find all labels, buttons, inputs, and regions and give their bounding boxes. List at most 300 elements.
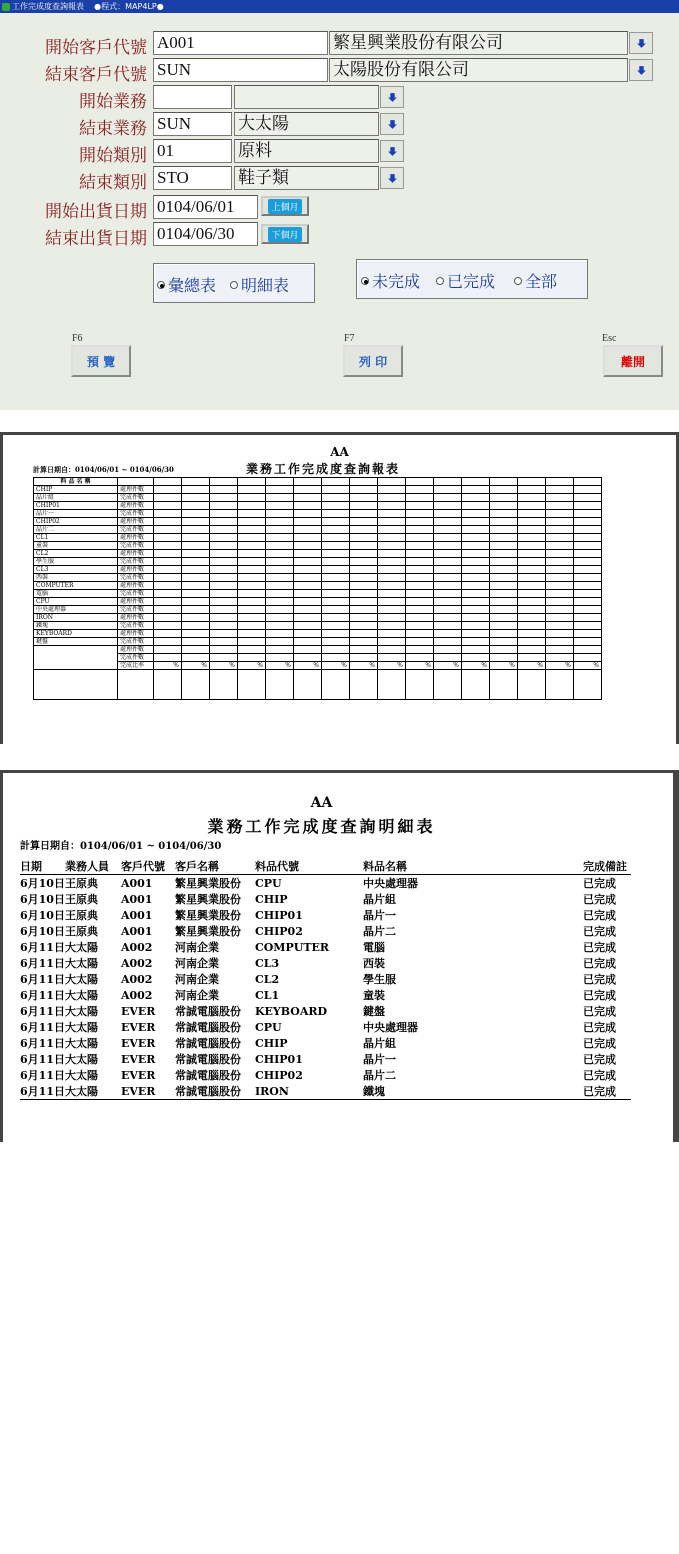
summary-cell [490,542,518,550]
summary-row-label: 完成件數 [118,526,154,534]
summary-percent-cell: % [574,662,602,670]
summary-cell [238,566,266,574]
summary-cell [378,646,406,654]
table-row [20,971,631,987]
summary-cell [238,550,266,558]
summary-cell [518,550,546,558]
detail-cell: A002 [120,988,153,1002]
summary-cell [518,630,546,638]
summary-row [34,566,602,574]
summary-cell [518,574,546,582]
summary-cell [518,646,546,654]
summary-cell [462,606,490,614]
summary-cell [266,630,294,638]
radio-detail[interactable] [230,273,289,296]
radio-completed[interactable] [436,269,495,292]
end-category-dropdown-button[interactable] [380,167,404,189]
summary-cell [182,654,210,662]
summary-cell [154,534,182,542]
summary-blank-header [118,478,154,486]
summary-cell [322,638,350,646]
detail-cell: 晶片組 [362,1037,396,1050]
summary-cell [350,534,378,542]
summary-cell [462,526,490,534]
summary-item-code: CL1 [34,534,118,542]
summary-cell [182,582,210,590]
summary-cell [462,646,490,654]
summary-cell [182,486,210,494]
summary-cell [154,590,182,598]
end-customer-label: 結束客戶代號 [45,65,147,85]
summary-total-label: 完成件數 [118,654,154,662]
summary-cell [546,542,574,550]
start-customer-code-input[interactable]: A001 [153,31,328,55]
summary-cell [266,606,294,614]
detail-cell: CPU [254,876,282,890]
summary-cell [266,542,294,550]
detail-cell: 已完成 [582,941,616,954]
summary-cell [210,502,238,510]
app-icon [2,3,10,11]
summary-cell [434,494,462,502]
detail-cell: 常誠電腦股份 [174,1021,241,1034]
detail-cell: EVER [120,1020,156,1034]
summary-cell [322,478,350,486]
start-customer-dropdown-button[interactable] [629,32,653,54]
end-category-code-input[interactable]: STO [153,166,232,190]
summary-cell [238,654,266,662]
summary-header-row [34,478,602,486]
summary-cell [434,646,462,654]
summary-cell [350,638,378,646]
summary-cell [266,574,294,582]
summary-cell [518,510,546,518]
summary-cell [350,614,378,622]
summary-cell [406,558,434,566]
summary-row-label: 處理件數 [118,598,154,606]
summary-cell [210,542,238,550]
summary-cell [238,518,266,526]
detail-cell: 晶片一 [362,1053,396,1066]
summary-cell [378,670,406,700]
radio-detail-indicator [230,281,238,289]
summary-row-label: 處理件數 [118,630,154,638]
summary-row-label: 處理件數 [118,486,154,494]
end-sales-dropdown-button[interactable] [380,113,404,135]
summary-percent-cell: % [210,662,238,670]
summary-cell [546,582,574,590]
detail-cell: 大太陽 [64,941,98,954]
detail-cell: 已完成 [583,1083,631,1100]
detail-cell: 常誠電腦股份 [175,1083,255,1100]
start-sales-label: 開始業務 [79,92,147,112]
summary-cell [266,558,294,566]
detail-cell: 6月10日 [20,925,65,938]
previous-month-label: 上個月 [268,199,301,214]
summary-cell [462,534,490,542]
radio-summary-label: 彙總表 [168,276,217,295]
summary-row-label: 完成件數 [118,542,154,550]
print-button[interactable]: 列 印 [343,345,403,377]
program-code: ●程式：MAP4LP● [94,2,164,11]
detail-cell: 大太陽 [64,1053,98,1066]
window-title: 工作完成度查詢報表 [12,2,84,11]
summary-cell [378,494,406,502]
summary-cell [294,622,322,630]
radio-incomplete[interactable] [361,269,420,292]
summary-cell [462,502,490,510]
preview-button[interactable]: 預 覽 [71,345,131,377]
summary-cell [462,494,490,502]
summary-cell [294,590,322,598]
start-customer-label: 開始客戶代號 [45,38,147,58]
summary-cell [238,558,266,566]
radio-summary[interactable] [157,273,216,296]
start-category-code-input[interactable]: 01 [153,139,232,163]
detail-cell: 晶片二 [362,1069,396,1082]
summary-cell [546,630,574,638]
query-window [0,0,679,410]
radio-completed-label: 已完成 [447,272,496,291]
detail-cell: 繁星興業股份 [174,909,241,922]
summary-cell [462,558,490,566]
summary-cell [490,502,518,510]
summary-cell [322,582,350,590]
summary-cell [406,654,434,662]
summary-cell [154,670,182,700]
summary-percent-cell: % [294,662,322,670]
summary-cell [406,510,434,518]
summary-cell [266,494,294,502]
end-category-label: 結束類別 [79,173,147,193]
end-customer-name-field: 太陽股份有限公司 [329,58,628,82]
title-bar [0,0,679,13]
summary-cell [266,486,294,494]
summary-cell [322,486,350,494]
summary-cell [490,582,518,590]
summary-cell [518,590,546,598]
detail-cell: A001 [120,876,153,890]
summary-item-name: 童裝 [34,542,118,550]
summary-item-code: CL2 [34,550,118,558]
summary-cell [238,622,266,630]
arrow-down-icon [387,173,398,184]
summary-cell [238,598,266,606]
summary-cell [238,606,266,614]
summary-cell [266,526,294,534]
summary-cell [434,534,462,542]
summary-cell [210,566,238,574]
summary-total-row [34,646,602,654]
summary-cell [462,614,490,622]
summary-cell [434,550,462,558]
table-row [20,1019,631,1035]
end-date-input[interactable]: 0104/06/30 [153,222,258,246]
summary-cell [210,670,238,700]
summary-item-name: 中央處理器 [34,606,118,614]
detail-cell: 中央處理器 [362,1021,418,1034]
summary-cell [546,518,574,526]
next-month-button[interactable] [261,224,309,244]
summary-cell [518,478,546,486]
summary-cell [350,590,378,598]
summary-item-name: 西裝 [34,574,118,582]
exit-key-hint: Esc [602,333,617,344]
summary-cell [406,494,434,502]
detail-cell: CHIP02 [254,1068,303,1082]
summary-cell [350,510,378,518]
summary-cell [238,486,266,494]
summary-row [34,526,602,534]
summary-cell [378,638,406,646]
detail-cell: CHIP01 [254,908,303,922]
detail-cell: 繁星興業股份 [174,893,241,906]
summary-cell [462,590,490,598]
start-date-input[interactable]: 0104/06/01 [153,195,258,219]
summary-cell [238,478,266,486]
detail-table-header [20,858,631,875]
summary-row [34,502,602,510]
detail-cell: 已完成 [582,957,616,970]
end-customer-dropdown-button[interactable] [629,59,653,81]
exit-button[interactable]: 離開 [603,345,663,377]
summary-total-label: 處理件數 [118,646,154,654]
summary-cell [210,638,238,646]
summary-cell [434,510,462,518]
summary-cell [322,558,350,566]
detail-cell: 已完成 [582,909,616,922]
summary-cell [490,590,518,598]
end-date-label: 結束出貨日期 [45,229,147,249]
summary-cell [574,550,602,558]
summary-row-label: 處理件數 [118,614,154,622]
summary-percent-cell: % [518,662,546,670]
summary-cell [266,518,294,526]
summary-cell [182,502,210,510]
summary-cell [546,478,574,486]
summary-item-name: 學生服 [34,558,118,566]
end-customer-code-input[interactable]: SUN [153,58,328,82]
detail-cell: CL1 [254,988,280,1002]
summary-cell [210,654,238,662]
detail-cell: 王原典 [64,925,98,938]
detail-date-range: 計算日期自：0104/06/01 ~ 0104/06/30 [20,841,222,852]
end-sales-code-input[interactable]: SUN [153,112,232,136]
detail-table [20,858,631,1100]
summary-cell [210,510,238,518]
summary-cell [350,598,378,606]
summary-row-label: 完成件數 [118,590,154,598]
detail-cell: 已完成 [582,1021,616,1034]
summary-cell [378,582,406,590]
summary-cell [406,614,434,622]
detail-cell: IRON [255,1083,363,1100]
detail-cell: 常誠電腦股份 [174,1037,241,1050]
start-sales-name-field [234,85,379,109]
summary-cell [546,534,574,542]
summary-cell [294,566,322,574]
summary-cell [294,598,322,606]
summary-cell [118,670,154,700]
summary-percent-cell: % [154,662,182,670]
detail-cell: 王原典 [64,877,98,890]
summary-cell [182,614,210,622]
summary-cell [434,622,462,630]
summary-cell [378,534,406,542]
summary-cell [266,646,294,654]
detail-col-header: 完成備註 [583,858,631,875]
detail-cell: EVER [120,1036,156,1050]
summary-cell [518,494,546,502]
summary-cell [266,550,294,558]
summary-cell [238,534,266,542]
summary-title: 業務工作完成度查詢報表 [245,462,400,476]
summary-cell [238,542,266,550]
summary-cell [462,598,490,606]
detail-cell: 6月10日 [20,877,65,890]
summary-percent-cell: % [182,662,210,670]
summary-row [34,614,602,622]
start-category-dropdown-button[interactable] [380,140,404,162]
end-sales-name-field: 大太陽 [234,112,379,136]
detail-cell: 6月11日 [20,941,65,954]
summary-cell [406,518,434,526]
summary-cell [350,494,378,502]
summary-cell [350,606,378,614]
summary-cell [182,542,210,550]
summary-cell [182,526,210,534]
summary-cell [266,622,294,630]
summary-cell [182,590,210,598]
summary-cell [546,558,574,566]
detail-cell: CHIP [254,1036,288,1050]
summary-cell [182,646,210,654]
summary-cell [322,494,350,502]
status-group [356,259,588,299]
start-sales-dropdown-button[interactable] [380,86,404,108]
detail-cell: 已完成 [582,1069,616,1082]
summary-cell [350,526,378,534]
summary-cell [154,654,182,662]
detail-cell: 大太陽 [64,989,98,1002]
summary-cell [406,582,434,590]
detail-cell: 已完成 [582,877,616,890]
arrow-down-icon [636,65,647,76]
summary-cell [574,670,602,700]
summary-row-label: 完成件數 [118,494,154,502]
summary-cell [462,622,490,630]
summary-cell [154,478,182,486]
summary-cell [406,478,434,486]
summary-cell [462,510,490,518]
arrow-down-icon [387,92,398,103]
detail-cell: EVER [120,1052,156,1066]
summary-cell [546,494,574,502]
summary-cell [154,526,182,534]
summary-cell [518,670,546,700]
detail-col-header: 料品代號 [255,858,363,875]
summary-cell [406,630,434,638]
summary-table [33,477,602,700]
summary-cell [154,486,182,494]
summary-cell [434,518,462,526]
summary-cell [182,510,210,518]
summary-cell [574,630,602,638]
summary-cell [490,630,518,638]
summary-cell [322,598,350,606]
summary-cell [406,502,434,510]
summary-cell [490,494,518,502]
summary-cell [322,518,350,526]
summary-cell [322,502,350,510]
summary-cell [294,582,322,590]
detail-cell: 大太陽 [65,1083,121,1100]
detail-cell: CPU [254,1020,282,1034]
detail-cell: 王原典 [64,909,98,922]
detail-cell: 學生服 [362,973,396,986]
summary-cell [574,598,602,606]
summary-percent-cell: % [378,662,406,670]
detail-cell: 6月11日 [20,1021,65,1034]
summary-cell [266,670,294,700]
radio-all[interactable] [514,269,557,292]
summary-cell [574,574,602,582]
table-row [20,1003,631,1019]
summary-row-label: 完成件數 [118,558,154,566]
detail-cell: 常誠電腦股份 [174,1069,241,1082]
arrow-down-icon [636,38,647,49]
start-sales-code-input[interactable] [153,85,232,109]
summary-cell [210,598,238,606]
detail-report-preview [0,770,679,1142]
detail-cell: 河南企業 [174,957,219,970]
detail-cell: 晶片一 [362,909,396,922]
summary-item-name: 鐵塊 [34,622,118,630]
summary-cell [434,670,462,700]
summary-cell [154,614,182,622]
detail-cell: COMPUTER [254,940,330,954]
summary-cell [518,542,546,550]
table-row [20,891,631,907]
summary-row-label: 處理件數 [118,566,154,574]
summary-cell [406,566,434,574]
arrow-down-icon [387,146,398,157]
summary-total-label: 完成比率 [118,662,154,670]
summary-row [34,582,602,590]
summary-cell [434,654,462,662]
summary-cell [406,486,434,494]
detail-cell: CL3 [254,956,280,970]
summary-cell [574,590,602,598]
summary-cell [406,526,434,534]
detail-cell: CHIP02 [254,924,303,938]
detail-cell: 6月11日 [20,989,65,1002]
summary-cell [154,622,182,630]
detail-cell: 河南企業 [174,941,219,954]
summary-cell [322,606,350,614]
summary-cell [294,558,322,566]
summary-row-label: 處理件數 [118,502,154,510]
summary-total-blank [34,662,118,670]
previous-month-button[interactable] [261,196,309,216]
detail-cell: 已完成 [582,1037,616,1050]
table-row [20,1035,631,1051]
start-customer-name-field: 繁星興業股份有限公司 [329,31,628,55]
summary-cell [434,574,462,582]
summary-cell [378,630,406,638]
summary-cell [462,654,490,662]
detail-cell: 常誠電腦股份 [174,1005,241,1018]
